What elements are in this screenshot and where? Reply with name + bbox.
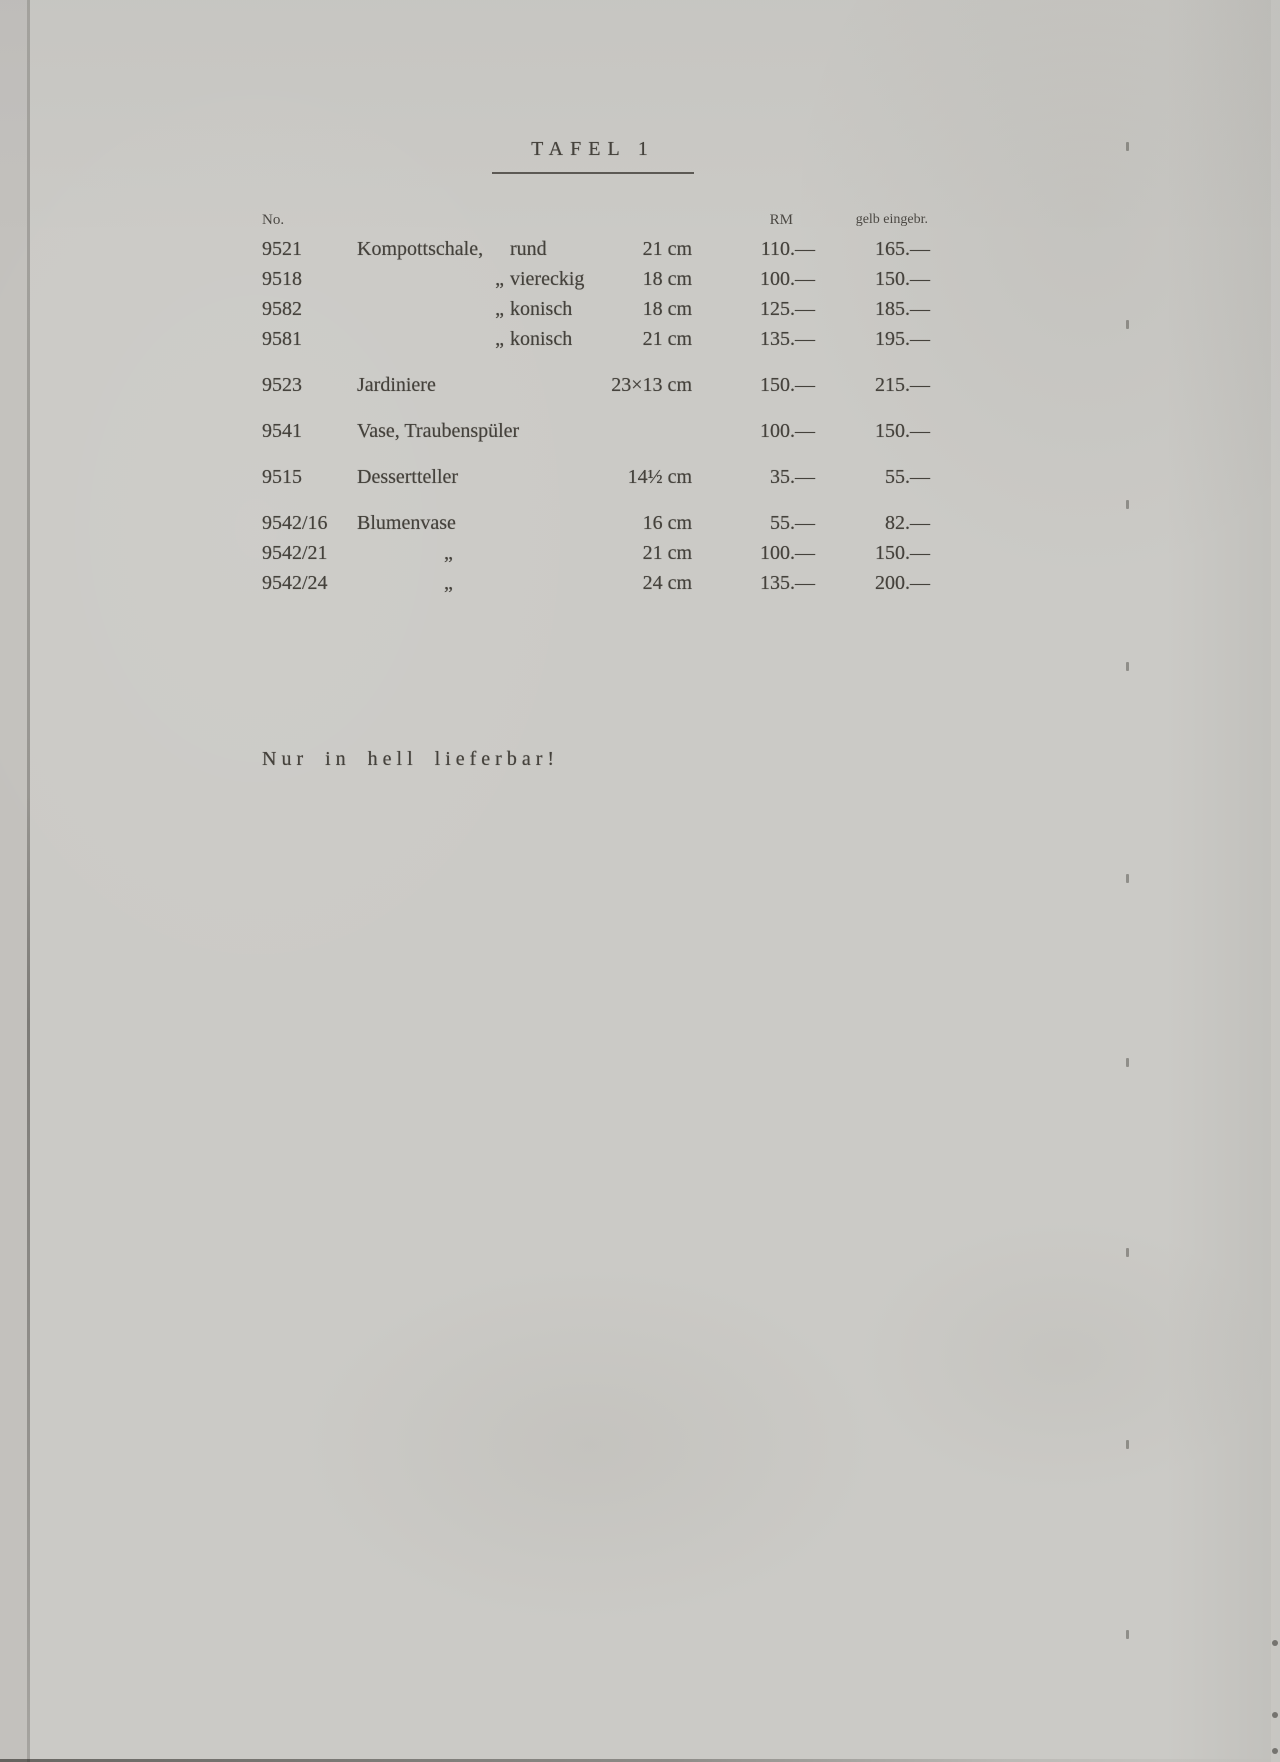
table-row: [262, 294, 930, 324]
cell-article-no: 9581: [262, 328, 302, 350]
cell-variant: [510, 568, 602, 598]
cell-article-no: 9521: [262, 238, 302, 260]
cell-size: 24 cm: [642, 572, 692, 594]
cell-variant: [510, 538, 602, 568]
cell-variant: [510, 508, 602, 538]
cell-item-name: „: [495, 328, 504, 350]
table-header-row: [262, 206, 930, 234]
cell-variant: konisch: [510, 298, 573, 320]
scan-speck: [1126, 320, 1129, 329]
cell-price-rm: 100.—: [760, 268, 815, 290]
cell-variant: konisch: [510, 328, 573, 350]
header-variant-spacer: [510, 206, 602, 234]
cell-price-rm: 135.—: [760, 328, 815, 350]
scan-speck: [1126, 874, 1129, 883]
cell-price-gelb: 82.—: [885, 512, 930, 534]
cell-article-no: 9518: [262, 268, 302, 290]
availability-note: Nur in hell lieferbar!: [262, 748, 560, 770]
cell-price-gelb: 150.—: [875, 542, 930, 564]
cell-price-gelb: 185.—: [875, 298, 930, 320]
cell-price-rm: 100.—: [760, 542, 815, 564]
cell-item-name: Dessertteller: [357, 466, 459, 488]
cell-size: [602, 416, 692, 446]
table-row: [262, 462, 930, 492]
scan-speck: [1126, 1630, 1129, 1639]
cell-price-rm: 35.—: [770, 466, 815, 488]
cell-variant: rund: [510, 238, 547, 260]
cell-item-name: „: [444, 572, 453, 594]
cell-price-gelb: 165.—: [875, 238, 930, 260]
table-row: [262, 508, 930, 538]
scan-speck: [1126, 1058, 1129, 1067]
scan-speck: [1126, 1248, 1129, 1257]
table-row: [262, 234, 930, 264]
cell-item-name: Kompottschale,: [357, 238, 484, 260]
page-left-edge-shadow: [27, 0, 30, 1762]
cell-price-rm: 110.—: [760, 238, 815, 260]
cell-variant: [510, 462, 602, 492]
price-table: [262, 206, 930, 598]
cell-size: 18 cm: [642, 268, 692, 290]
cell-item-name: „: [495, 298, 504, 320]
table-row: [262, 538, 930, 568]
cell-price-gelb: 55.—: [885, 466, 930, 488]
table-row: [262, 370, 930, 400]
scan-speck: [1272, 1712, 1278, 1718]
scan-speck: [1272, 1748, 1278, 1754]
table-row: [262, 416, 930, 446]
cell-variant: [510, 370, 602, 400]
scan-speck: [1126, 500, 1129, 509]
cell-price-rm: 55.—: [770, 512, 815, 534]
cell-price-gelb: 150.—: [875, 420, 930, 442]
table-row: [262, 264, 930, 294]
cell-item-name: Jardiniere: [357, 374, 436, 396]
cell-article-no: 9542/24: [262, 572, 328, 594]
cell-price-gelb: 195.—: [875, 328, 930, 350]
cell-article-no: 9582: [262, 298, 302, 320]
cell-price-gelb: 200.—: [875, 572, 930, 594]
cell-item-name: „: [495, 268, 504, 290]
cell-price-rm: 135.—: [760, 572, 815, 594]
header-gelb: gelb eingebr.: [855, 212, 928, 227]
cell-price-rm: 100.—: [760, 420, 815, 442]
cell-article-no: 9542/21: [262, 542, 328, 564]
header-rm: RM: [769, 212, 793, 228]
cell-size: 21 cm: [642, 542, 692, 564]
scan-speck: [1126, 142, 1129, 151]
header-no: No.: [262, 212, 285, 228]
page-right-edge: [1271, 0, 1280, 1762]
cell-article-no: 9523: [262, 374, 302, 396]
scan-speck: [1126, 662, 1129, 671]
cell-price-gelb: 215.—: [875, 374, 930, 396]
cell-item-name: „: [444, 542, 453, 564]
cell-size: 18 cm: [642, 298, 692, 320]
cell-item-name: Blumenvase: [357, 512, 456, 534]
cell-price-gelb: 150.—: [875, 268, 930, 290]
cell-size: 23×13 cm: [611, 374, 692, 396]
cell-variant: viereckig: [510, 268, 585, 290]
header-size-spacer: [602, 206, 692, 234]
cell-variant: [510, 416, 602, 446]
header-name-spacer: [357, 206, 510, 234]
cell-article-no: 9541: [262, 420, 302, 442]
page-title: [492, 138, 694, 174]
cell-article-no: 9542/16: [262, 512, 328, 534]
cell-item-name: Vase, Traubenspüler: [357, 420, 520, 442]
cell-price-rm: 150.—: [760, 374, 815, 396]
cell-article-no: 9515: [262, 466, 302, 488]
scan-speck: [1272, 1640, 1278, 1646]
scan-speck: [1126, 1440, 1129, 1449]
cell-size: 21 cm: [642, 238, 692, 260]
cell-size: 21 cm: [642, 328, 692, 350]
cell-price-rm: 125.—: [760, 298, 815, 320]
page-title-text: TAFEL 1: [531, 138, 655, 160]
cell-size: 16 cm: [642, 512, 692, 534]
table-row: [262, 568, 930, 598]
table-row: [262, 324, 930, 354]
cell-size: 14½ cm: [627, 466, 692, 488]
page-left-margin-shade: [0, 0, 27, 1762]
